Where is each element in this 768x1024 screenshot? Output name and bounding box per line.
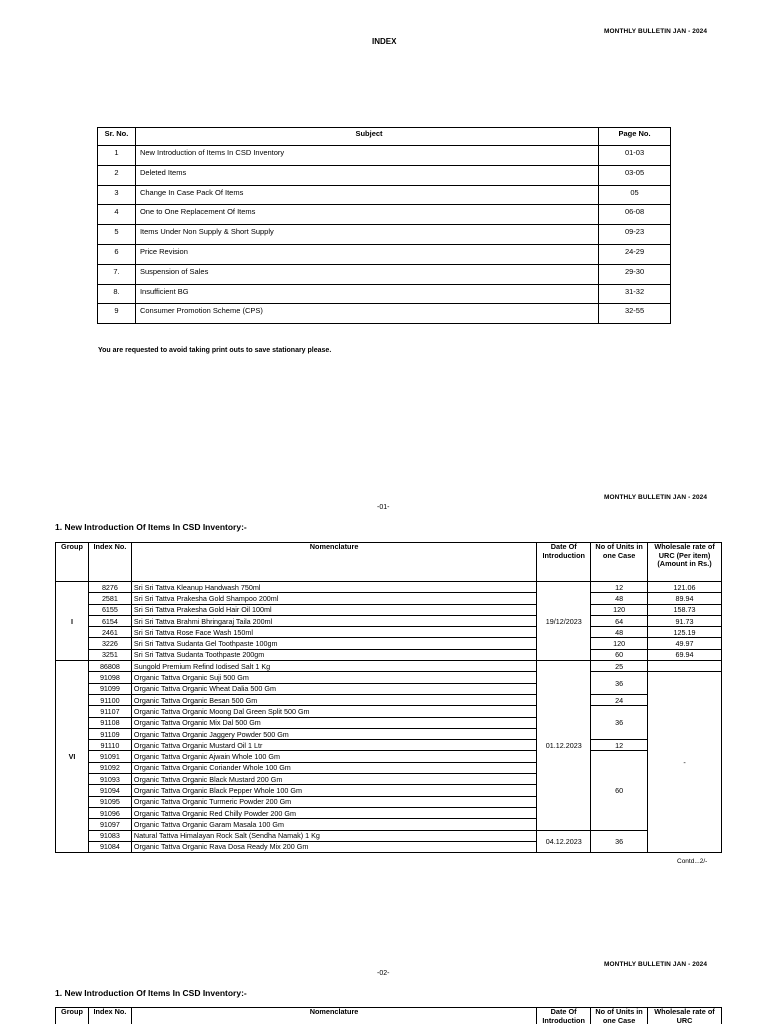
col-index-no-2: Index No. [88, 1008, 131, 1024]
date-of-introduction: 01.12.2023 [537, 661, 591, 830]
col-nomenclature: Nomenclature [131, 543, 536, 582]
index-row [98, 304, 671, 324]
item-row [56, 694, 722, 705]
item-rate: 49.97 [648, 638, 722, 649]
index-sr-no: 5 [98, 225, 136, 245]
item-row [56, 672, 722, 683]
item-units: 36 [591, 672, 648, 695]
col-index-no: Index No. [88, 543, 131, 582]
item-units: 12 [591, 582, 648, 593]
index-row [98, 205, 671, 225]
item-nomenclature: Sungold Premium Refind Iodised Salt 1 Kg [131, 661, 536, 672]
col-nomenclature-2: Nomenclature [131, 1008, 536, 1024]
items-table-header-2 [56, 1008, 722, 1024]
item-units: 48 [591, 593, 648, 604]
index-row [98, 225, 671, 245]
index-page-no: 01-03 [599, 146, 671, 166]
item-row [56, 661, 722, 672]
index-subject: Items Under Non Supply & Short Supply [135, 225, 598, 245]
index-subject: New Introduction of Items In CSD Inventory [135, 146, 598, 166]
index-sr-no: 7. [98, 264, 136, 284]
group-cell: VI [56, 661, 89, 853]
item-units: 25 [591, 661, 648, 672]
index-page-no: 29-30 [599, 264, 671, 284]
bulletin-header-1: MONTHLY BULLETIN JAN - 2024 [604, 28, 708, 35]
item-nomenclature: Sri Sri Tattva Sudanta Gel Toothpaste 100gm [131, 638, 536, 649]
index-subject: Insufficient BG [135, 284, 598, 304]
item-nomenclature: Sri Sri Tattva Sudanta Toothpaste 200gm [131, 649, 536, 660]
index-page-no: 05 [599, 185, 671, 205]
item-nomenclature: Organic Tattva Organic Black Pepper Whole 100 Gm [131, 785, 536, 796]
item-nomenclature: Organic Tattva Organic Rava Dosa Ready Mix 200 Gm [131, 841, 536, 852]
item-index-no: 91109 [88, 728, 131, 739]
index-row [98, 146, 671, 166]
item-nomenclature: Organic Tattva Organic Coriander Whole 100 Gm [131, 762, 536, 773]
item-rate: - [648, 672, 722, 853]
item-nomenclature: Organic Tattva Organic Black Mustard 200 Gm [131, 774, 536, 785]
col-rate: Wholesale rate of URC (Per item) (Amount in Rs.) [648, 543, 722, 582]
item-units: 64 [591, 615, 648, 626]
index-subject: Suspension of Sales [135, 264, 598, 284]
item-nomenclature: Sri Sri Tattva Rose Face Wash 150ml [131, 627, 536, 638]
item-units: 48 [591, 627, 648, 638]
new-items-table [55, 542, 722, 853]
item-nomenclature: Organic Tattva Organic Turmeric Powder 200 Gm [131, 796, 536, 807]
item-index-no: 91092 [88, 762, 131, 773]
item-nomenclature: Sri Sri Tattva Prakesha Gold Hair Oil 100ml [131, 604, 536, 615]
item-index-no: 2581 [88, 593, 131, 604]
index-sr-no: 8. [98, 284, 136, 304]
item-nomenclature: Organic Tattva Organic Red Chilly Powder 200 Gm [131, 807, 536, 818]
item-units: 120 [591, 638, 648, 649]
bulletin-header-2: MONTHLY BULLETIN JAN - 2024 [604, 494, 708, 501]
page-number-1: -01- [377, 504, 390, 511]
index-sr-no: 4 [98, 205, 136, 225]
index-sr-no: 6 [98, 244, 136, 264]
index-row [98, 185, 671, 205]
col-date: Date Of Introduction [537, 543, 591, 582]
item-index-no: 91098 [88, 672, 131, 683]
index-sr-no: 9 [98, 304, 136, 324]
col-sr-no: Sr. No. [98, 128, 136, 146]
item-index-no: 6154 [88, 615, 131, 626]
item-index-no: 91083 [88, 830, 131, 841]
bulletin-header-3: MONTHLY BULLETIN JAN - 2024 [604, 961, 708, 968]
item-nomenclature: Organic Tattva Organic Wheat Dalia 500 Gm [131, 683, 536, 694]
index-table-header [98, 128, 671, 146]
item-index-no: 91110 [88, 740, 131, 751]
index-page-no: 09-23 [599, 225, 671, 245]
item-index-no: 91094 [88, 785, 131, 796]
item-index-no: 91096 [88, 807, 131, 818]
item-rate: 158.73 [648, 604, 722, 615]
index-sr-no: 2 [98, 165, 136, 185]
item-rate: 89.94 [648, 593, 722, 604]
item-units: 60 [591, 649, 648, 660]
item-index-no: 91100 [88, 694, 131, 705]
index-title: INDEX [372, 37, 397, 46]
item-row [56, 604, 722, 615]
item-nomenclature: Sri Sri Tattva Prakesha Gold Shampoo 200ml [131, 593, 536, 604]
index-page-no: 03-05 [599, 165, 671, 185]
item-index-no: 2461 [88, 627, 131, 638]
item-index-no: 6155 [88, 604, 131, 615]
col-subject: Subject [135, 128, 598, 146]
section-title-1: 1. New Introduction Of Items In CSD Inventory:- [55, 522, 247, 532]
index-subject: Change In Case Pack Of Items [135, 185, 598, 205]
col-rate-2: Wholesale rate of URC [648, 1008, 722, 1024]
item-row [56, 593, 722, 604]
item-row [56, 751, 722, 762]
item-nomenclature: Organic Tattva Organic Garam Masala 100 Gm [131, 819, 536, 830]
index-subject: Price Revision [135, 244, 598, 264]
item-nomenclature: Natural Tattva Himalayan Rock Salt (Sendha Namak) 1 Kg [131, 830, 536, 841]
item-nomenclature: Organic Tattva Organic Mustard Oil 1 Ltr [131, 740, 536, 751]
item-row [56, 706, 722, 717]
item-index-no: 91093 [88, 774, 131, 785]
item-row [56, 649, 722, 660]
item-index-no: 91107 [88, 706, 131, 717]
index-page-no: 31-32 [599, 284, 671, 304]
new-items-table-continued [55, 1007, 722, 1024]
contd-note: Contd...2/- [677, 858, 708, 865]
item-index-no: 91099 [88, 683, 131, 694]
date-of-introduction: 19/12/2023 [537, 582, 591, 661]
print-note: You are requested to avoid taking print outs to save stationary please. [98, 347, 332, 354]
item-nomenclature: Organic Tattva Organic Besan 500 Gm [131, 694, 536, 705]
item-nomenclature: Organic Tattva Organic Ajwain Whole 100 Gm [131, 751, 536, 762]
item-rate [648, 661, 722, 672]
item-rate: 125.19 [648, 627, 722, 638]
item-rate: 69.94 [648, 649, 722, 660]
item-nomenclature: Organic Tattva Organic Suji 500 Gm [131, 672, 536, 683]
item-nomenclature: Sri Sri Tattva Brahmi Bhringaraj Taila 200ml [131, 615, 536, 626]
index-subject: Consumer Promotion Scheme (CPS) [135, 304, 598, 324]
item-row [56, 740, 722, 751]
index-page-no: 32-55 [599, 304, 671, 324]
item-nomenclature: Organic Tattva Organic Mix Dal 500 Gm [131, 717, 536, 728]
item-index-no: 91108 [88, 717, 131, 728]
col-group-2: Group [56, 1008, 89, 1024]
item-row [56, 582, 722, 593]
col-page-no: Page No. [599, 128, 671, 146]
index-row [98, 264, 671, 284]
index-page-no: 06-08 [599, 205, 671, 225]
item-row [56, 627, 722, 638]
index-subject: Deleted Items [135, 165, 598, 185]
index-sr-no: 3 [98, 185, 136, 205]
col-units-2: No of Units in one Case [591, 1008, 648, 1024]
section-title-2: 1. New Introduction Of Items In CSD Inventory:- [55, 988, 247, 998]
group-cell: I [56, 582, 89, 661]
item-units: 60 [591, 751, 648, 830]
item-index-no: 91091 [88, 751, 131, 762]
item-index-no: 91097 [88, 819, 131, 830]
item-index-no: 3226 [88, 638, 131, 649]
item-units: 36 [591, 706, 648, 740]
item-nomenclature: Sri Sri Tattva Kleanup Handwash 750ml [131, 582, 536, 593]
item-index-no: 3251 [88, 649, 131, 660]
index-row [98, 284, 671, 304]
item-nomenclature: Organic Tattva Organic Jaggery Powder 500 Gm [131, 728, 536, 739]
item-index-no: 91095 [88, 796, 131, 807]
item-index-no: 91084 [88, 841, 131, 852]
index-row [98, 165, 671, 185]
index-table [97, 127, 671, 324]
item-units: 120 [591, 604, 648, 615]
item-index-no: 8276 [88, 582, 131, 593]
item-rate: 91.73 [648, 615, 722, 626]
item-row [56, 615, 722, 626]
item-rate: 121.06 [648, 582, 722, 593]
item-nomenclature: Organic Tattva Organic Moong Dal Green Split 500 Gm [131, 706, 536, 717]
item-units: 12 [591, 740, 648, 751]
index-row [98, 244, 671, 264]
items-table-header [56, 543, 722, 582]
index-subject: One to One Replacement Of Items [135, 205, 598, 225]
item-units: 36 [591, 830, 648, 853]
col-date-2: Date Of Introduction [537, 1008, 591, 1024]
index-page-no: 24-29 [599, 244, 671, 264]
col-group: Group [56, 543, 89, 582]
date-of-introduction: 04.12.2023 [537, 830, 591, 853]
index-sr-no: 1 [98, 146, 136, 166]
item-row [56, 638, 722, 649]
item-index-no: 86808 [88, 661, 131, 672]
col-units: No of Units in one Case [591, 543, 648, 582]
page-number-2: -02- [377, 970, 390, 977]
item-row [56, 830, 722, 841]
item-units: 24 [591, 694, 648, 705]
